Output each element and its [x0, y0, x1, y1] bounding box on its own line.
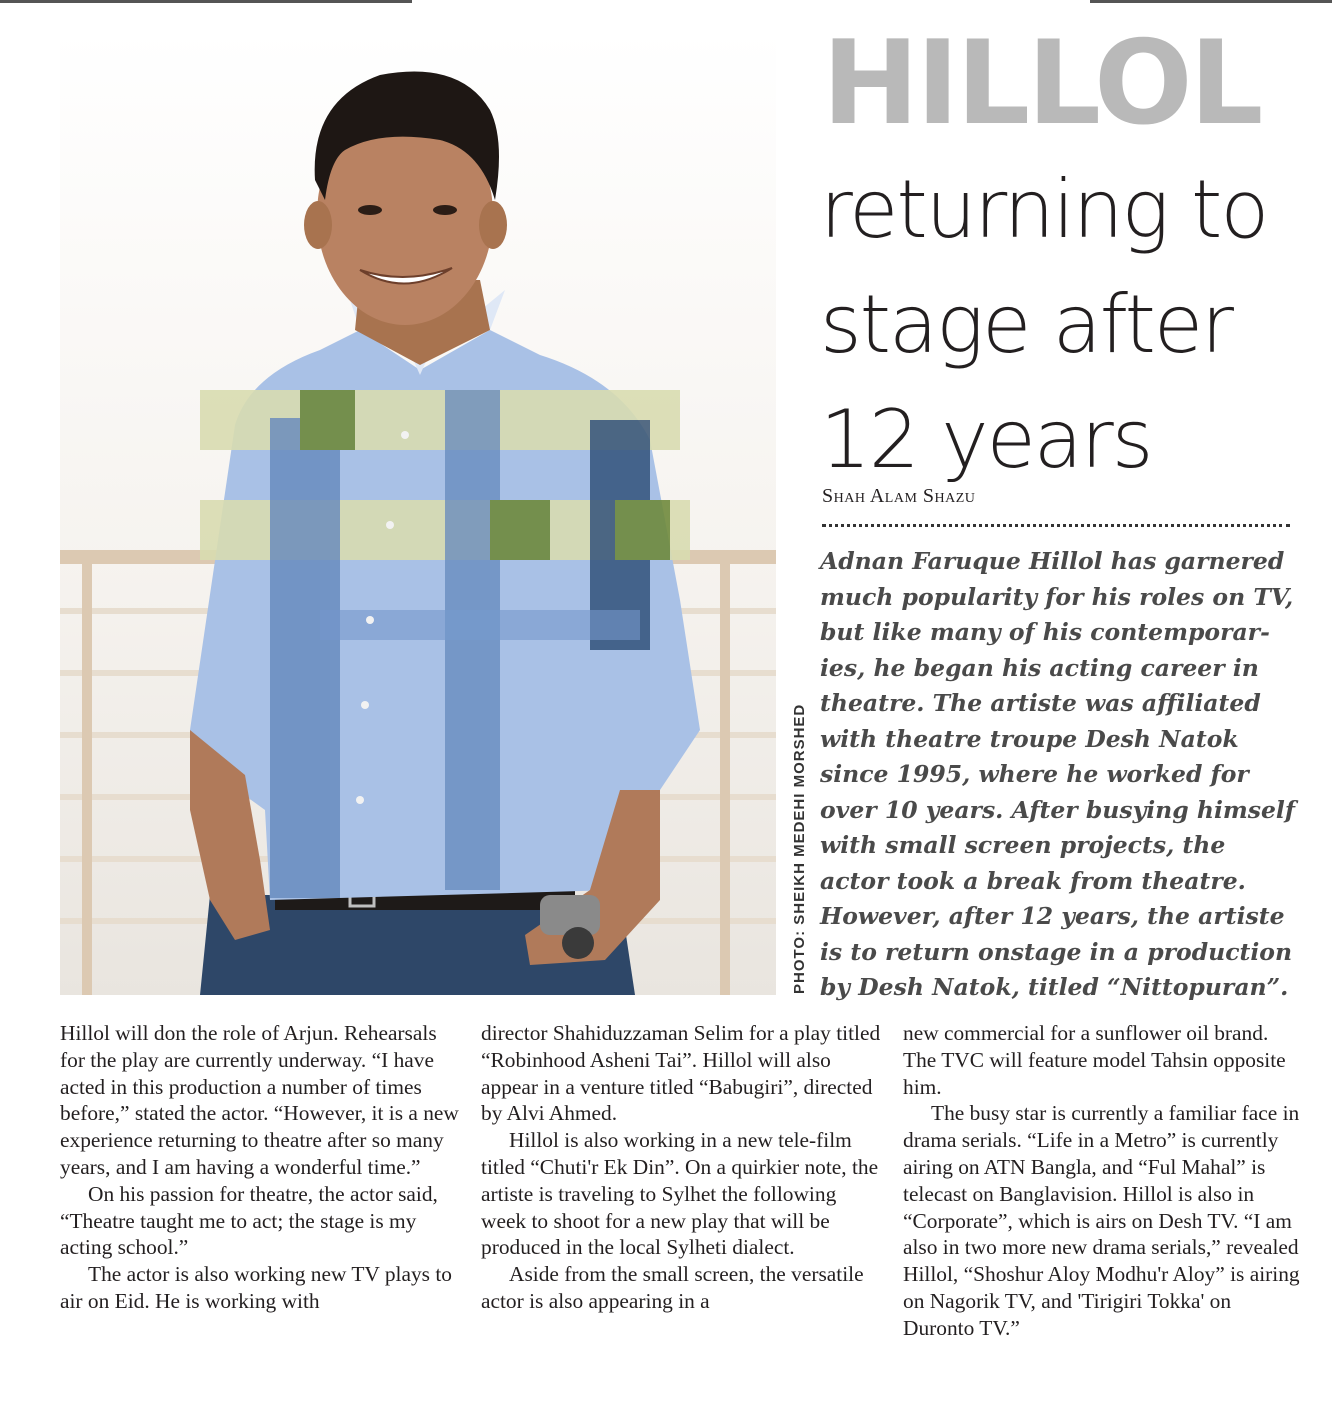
body-paragraph: Hillol is also working in a new tele-film titled “Chuti'r Ek Din”. On a quirkier note, the artiste is traveling to Sylhet the following week to shoot for a new play that will be produced in the local Sylheti dialect.	[481, 1128, 879, 1260]
photo-credit-text: PHOTO: SHEIKH MEDEHI MORSHED	[791, 703, 808, 994]
portrait-photo	[60, 30, 776, 995]
photo-credit	[778, 694, 806, 994]
body-paragraph: The busy star is currently a familiar face in drama serials. “Life in a Metro” is currently airing on ATN Bangla, and “Ful Mahal” is telecast on Banglavision. Hillol is also in “Corporate”, which is airs on Desh TV. “I am also in two more new drama serials,” revealed Hillol, “Shoshur Aloy Modhu'r Aloy” is airing on Nagorik TV, and 'Tirigiri Tokka' on Duronto TV.”	[903, 1101, 1300, 1340]
byline: Shah Alam Shazu	[822, 485, 976, 507]
headline-subtitle: returning to stage after 12 years	[820, 163, 1268, 486]
byline-dotted-rule	[822, 524, 1290, 527]
top-rule-left	[0, 0, 412, 3]
body-paragraph: The actor is also working new TV plays to air on Eid. He is working with	[60, 1262, 452, 1313]
headline-name: HILLOL	[822, 16, 1261, 151]
body-paragraph: new commercial for a sunflower oil brand. The TVC will feature model Tahsin opposite him.	[903, 1021, 1286, 1099]
body-paragraph: Hillol will don the role of Arjun. Rehearsals for the play are currently underway. “I have acted in this production a number of times before,” stated the actor. “However, it is a new experience returning to theatre after so many years, and I am having a wonderful time.”	[60, 1021, 459, 1179]
top-rule-right	[1090, 0, 1332, 3]
body-paragraph: director Shahiduzzaman Selim for a play titled “Robinhood Asheni Tai”. Hillol will also appear in a venture titled “Babugiri”, directed by Alvi Ahmed.	[481, 1021, 881, 1126]
body-paragraph: On his passion for theatre, the actor said, “Theatre taught me to act; the stage is my acting school.”	[60, 1181, 438, 1260]
intro-paragraph: Adnan Faruque Hillol has garnered much popularity for his roles on TV, but like many of his contemporar-ies, he began his acting career in theatre. The artiste was affiliated with theatre troupe Desh Natok since 1995, where he worked for over 10 years. After busying himself with small screen projects, the actor took a break from theatre. However, after 12 years, the artiste is to return onstage in a production by Desh Natok, titled “Nittopuran”.	[820, 547, 1295, 1001]
body-paragraph: Aside from the small screen, the versatile actor is also appearing in a	[481, 1262, 864, 1313]
body-column-2	[481, 1020, 881, 1315]
body-column-1	[60, 1020, 460, 1315]
body-column-3	[903, 1020, 1303, 1342]
